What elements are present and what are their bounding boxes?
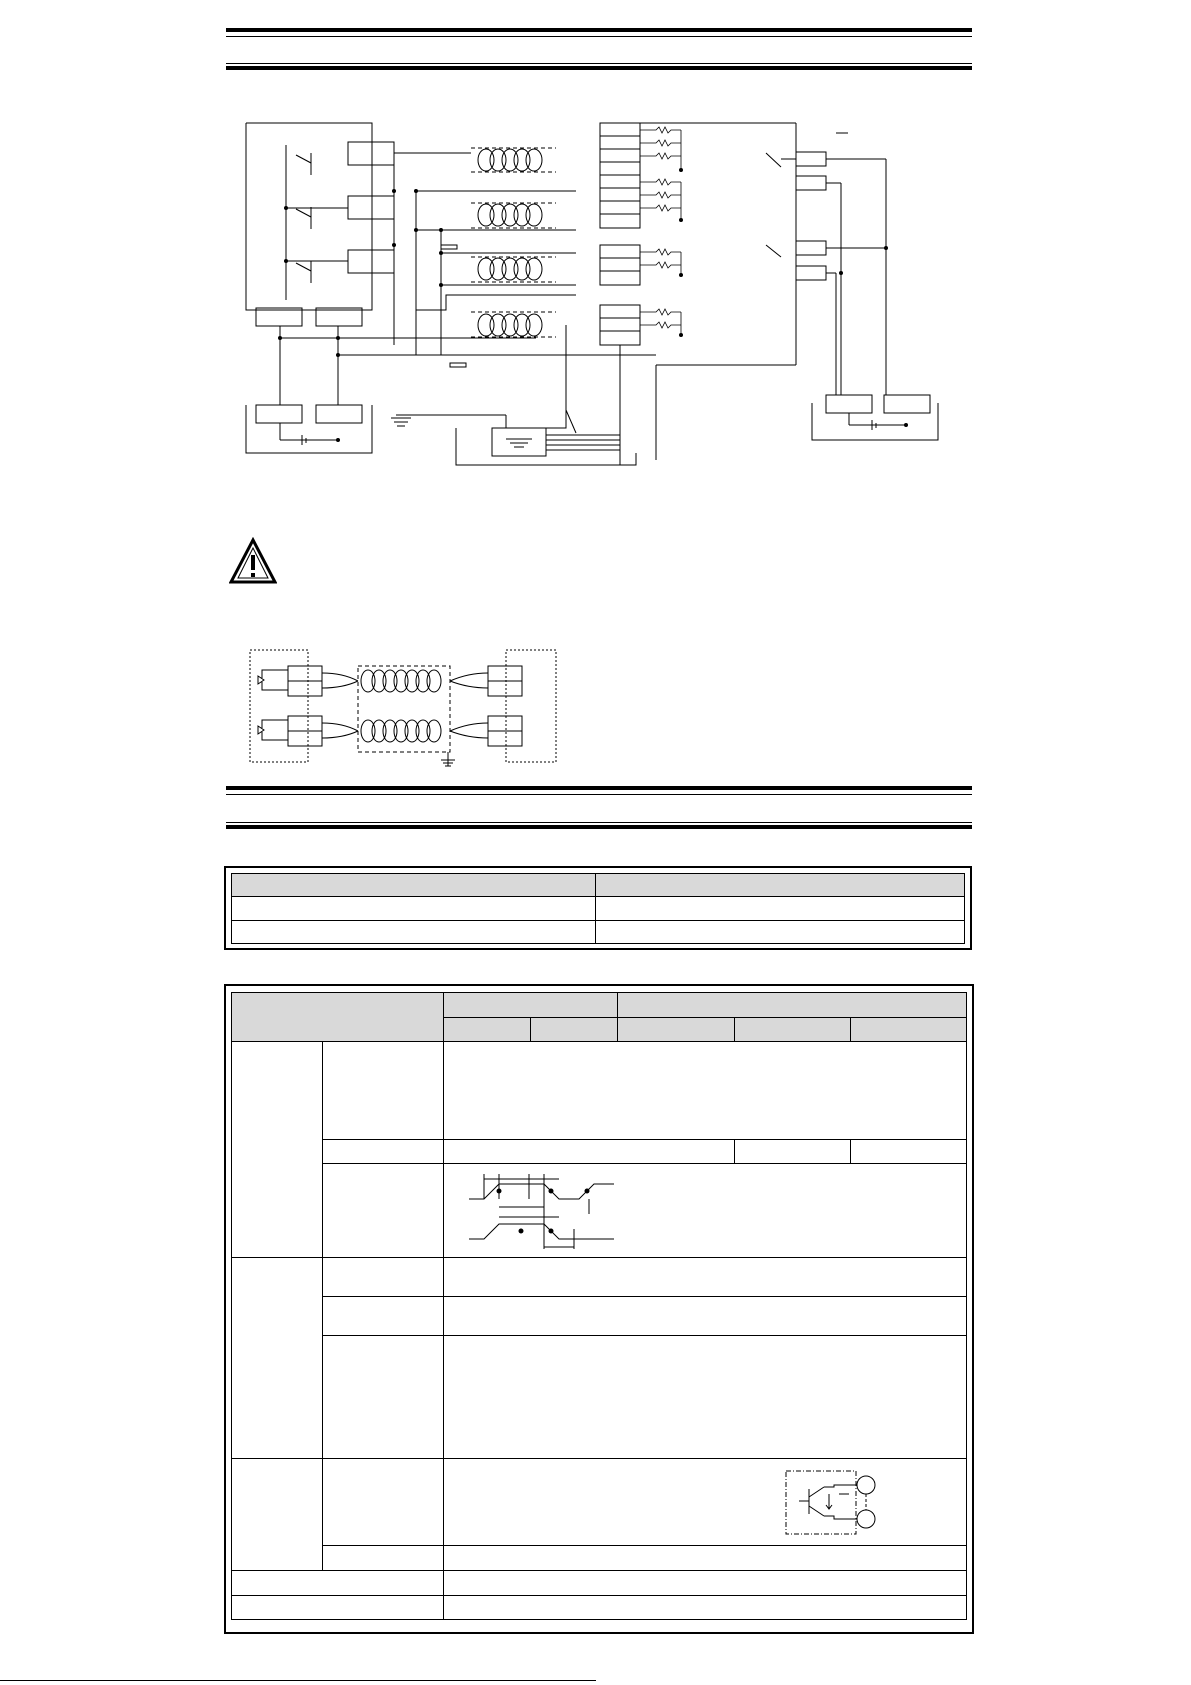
group1-row3-label bbox=[322, 1163, 444, 1258]
warning-triangle-icon bbox=[229, 537, 277, 585]
mid-rule-4 bbox=[226, 825, 972, 829]
small-table-row1-left bbox=[231, 896, 596, 921]
group1-row1-label bbox=[322, 1041, 444, 1140]
shielded-pair-diagram bbox=[248, 648, 558, 768]
row-final-1-value bbox=[443, 1570, 967, 1596]
group3-label bbox=[231, 1458, 323, 1571]
row-final-2-value bbox=[443, 1595, 967, 1620]
small-table-row1-right bbox=[595, 896, 965, 921]
group1-row3-value bbox=[443, 1163, 967, 1258]
spec-table-large bbox=[224, 984, 974, 1634]
large-table-header-col-5 bbox=[850, 1017, 967, 1042]
top-rule-2 bbox=[226, 36, 972, 37]
group2-row1-value bbox=[443, 1257, 967, 1297]
group2-row1-label bbox=[322, 1257, 444, 1297]
small-table-row2-right bbox=[595, 920, 965, 944]
large-table-header-col-1 bbox=[443, 1017, 531, 1042]
group1-label bbox=[231, 1041, 323, 1258]
row-final-1-label bbox=[231, 1570, 444, 1596]
group1-row2-value-c bbox=[850, 1139, 967, 1164]
mid-rule-1 bbox=[226, 786, 972, 790]
timing-diagram bbox=[454, 1169, 624, 1254]
top-rule-4 bbox=[226, 66, 972, 70]
group3-row1-label bbox=[322, 1458, 444, 1546]
row-final-2-label bbox=[231, 1595, 444, 1620]
group2-row2-value bbox=[443, 1296, 967, 1336]
large-table-header-col-4 bbox=[734, 1017, 851, 1042]
small-table-header-right bbox=[595, 873, 965, 897]
group2-row3-value bbox=[443, 1335, 967, 1459]
output-circuit-diagram bbox=[784, 1469, 884, 1539]
small-table-header-left bbox=[231, 873, 596, 897]
group3-row1-value bbox=[443, 1458, 967, 1546]
group1-row2-value-a bbox=[443, 1139, 735, 1164]
group1-row2-label bbox=[322, 1139, 444, 1164]
group2-row3-label bbox=[322, 1335, 444, 1459]
large-table-header-group-a bbox=[443, 992, 618, 1018]
small-table-row2-left bbox=[231, 920, 596, 944]
group1-row1-value bbox=[443, 1041, 967, 1140]
large-table-header-item bbox=[231, 992, 444, 1042]
top-rule-1 bbox=[226, 28, 972, 32]
spec-table-small bbox=[224, 866, 972, 950]
group3-row2-label bbox=[322, 1545, 444, 1571]
wiring-diagram bbox=[236, 115, 956, 495]
mid-rule-3 bbox=[226, 822, 972, 823]
group3-row2-value bbox=[443, 1545, 967, 1571]
group2-label bbox=[231, 1257, 323, 1459]
top-rule-3 bbox=[226, 63, 972, 64]
mid-rule-2 bbox=[226, 794, 972, 795]
large-table-header-col-2 bbox=[530, 1017, 618, 1042]
group1-row2-value-b bbox=[734, 1139, 851, 1164]
footer-rule bbox=[0, 1680, 596, 1681]
large-table-header-col-3 bbox=[617, 1017, 735, 1042]
large-table-header-group-b bbox=[617, 992, 967, 1018]
group2-row2-label bbox=[322, 1296, 444, 1336]
